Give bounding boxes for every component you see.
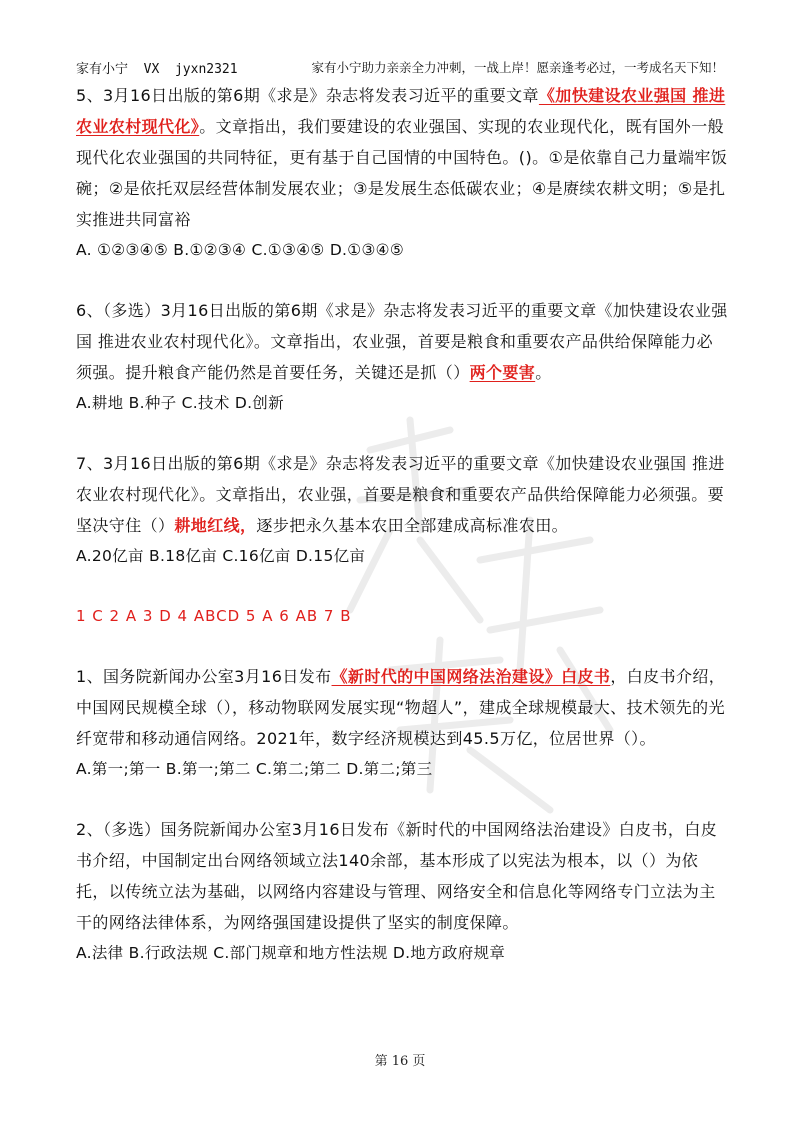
question-s1-q7: 7、3月16日出版的第6期《求是》杂志将发表习近平的重要文章《加快建设农业强国 推进农业农村现代化》。文章指出，农业强，首要是粮食和重要农产品供给保障能力必须强。要坚决守住（）耕地红线，逐步把永久基本农田全部建成高标准农田。 [76,454,725,535]
question-s1-q5: 5、3月16日出版的第6期《求是》杂志将发表习近平的重要文章《加快建设农业强国 推进农业农村现代化》。文章指出，我们要建设的农业强国、实现的农业现代化，既有国外一般现代化农业强国的共同特征，更有基于自己国情的中国特色。()。①是依靠自己力量端牢饭碗；②是依托双层经营体制发展农业；③是发展生态低碳农业；④是赓续农耕文明；⑤是扎实推进共同富裕 [76,86,728,229]
header-right: 家有小宁助力亲亲全力冲刺，一战上岸！愿亲逢考必过，一考成名天下知！ [311,60,724,75]
page-header [76,58,724,76]
document-body [76,80,728,968]
question-s2-q2: 2、（多选）国务院新闻办公室3月16日发布《新时代的中国网络法治建设》白皮书，白皮书介绍，中国制定出台网络领域立法140余部，基本形成了以宪法为根本，以（）为依托，以传统立法为基础，以网络内容建设与管理、网络安全和信息化等网络专门立法为主干的网络法律体系，为网络强国建设提供了坚实的制度保障。 [76,820,718,932]
highlight-text: 《加快建设农业强国 推进农业农村现代化》 [76,86,726,136]
question-s2-q1: 1、国务院新闻办公室3月16日发布《新时代的中国网络法治建设》白皮书，白皮书介绍，中国网民规模全球（），移动物联网发展实现“物超人”，建成全球规模最大、技术领先的光纤宽带和移动通信网络。2021年，数字经济规模达到45.5万亿，位居世界（）。 [76,667,726,748]
highlight-text: 两个要害 [469,363,536,382]
header-left: 家有小宁 VX jyxn2321 [76,62,238,77]
options-s2-q2: A.法律 B.行政法规 C.部门规章和地方性法规 D.地方政府规章 [76,944,506,962]
page-number: 第 16 页 [374,1054,426,1069]
options-s2-q1: A.第一;第一 B.第一;第二 C.第二;第二 D.第二;第三 [76,760,433,778]
answer-key: 1 C 2 A 3 D 4 ABCD 5 A 6 AB 7 B [76,607,352,625]
options-s1-q6: A.耕地 B.种子 C.技术 D.创新 [76,394,284,412]
question-s1-q6: 6、（多选）3月16日出版的第6期《求是》杂志将发表习近平的重要文章《加快建设农业强国 推进农业农村现代化》。文章指出，农业强，首要是粮食和重要农产品供给保障能力必须强。提升粮食产能仍然是首要任务，关键还是抓（）两个要害。 [76,301,728,382]
options-s1-q7: A.20亿亩 B.18亿亩 C.16亿亩 D.15亿亩 [76,547,366,565]
highlight-text: 《新时代的中国网络法治建设》白皮书 [331,667,611,686]
highlight-text: 耕地红线， [174,516,257,535]
options-s1-q5: A. ①②③④⑤ B.①②③④ C.①③④⑤ D.①③④⑤ [76,241,405,259]
